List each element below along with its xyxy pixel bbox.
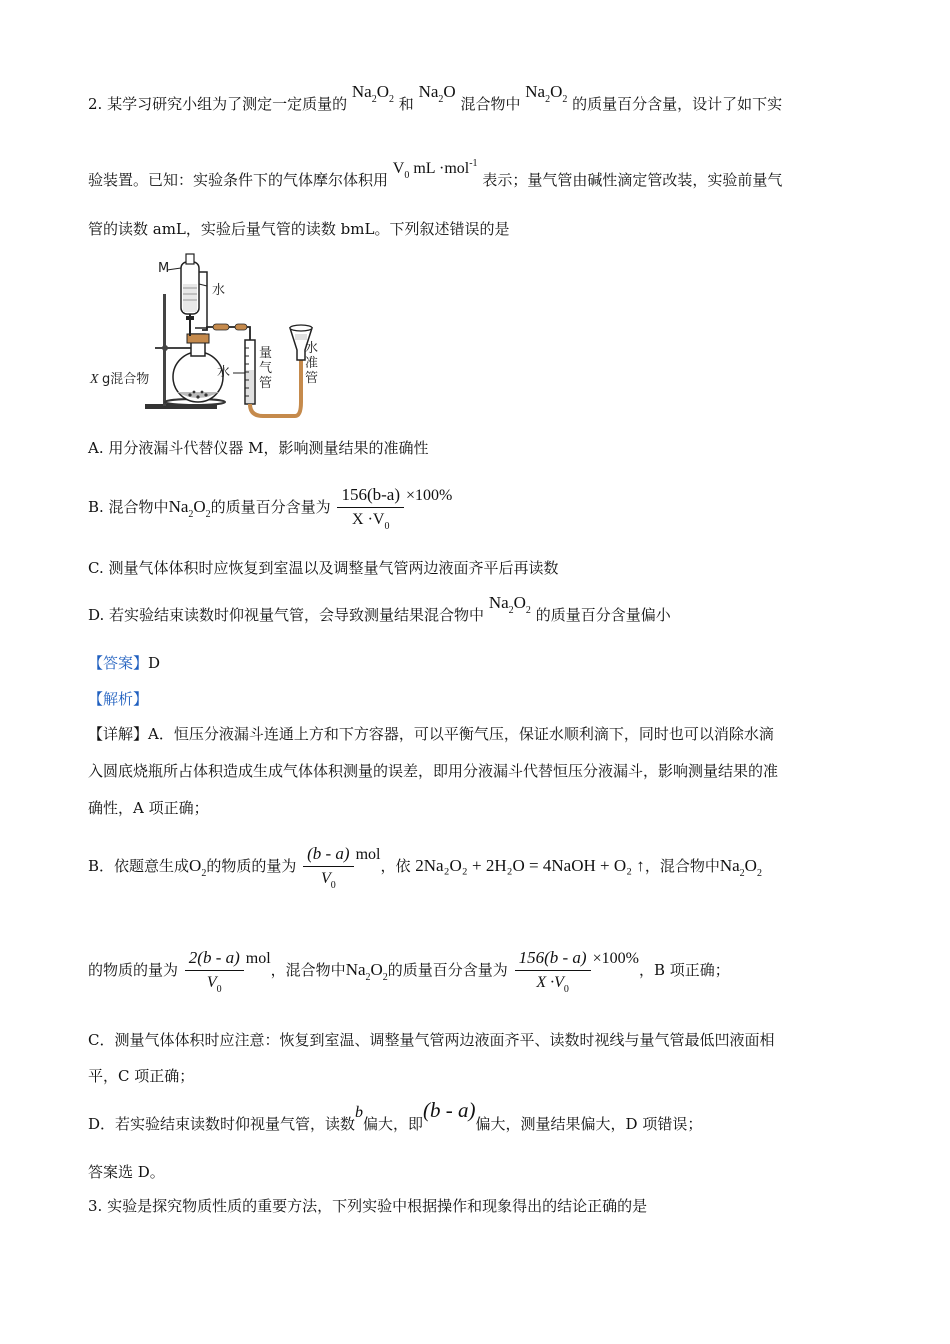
fraction-percent: $\frac{156(b - a)}{X \cdot V_0}$ xyxy=(515,948,591,995)
option-d: D. 若实验结束读数时仰视量气管，会导致测量结果混合物中 $Na_2O_2$ 的质量百分含量偏小 xyxy=(88,593,671,624)
molar-volume-expr: $V_0$ mL ·mol$^{-1}$ xyxy=(392,158,478,181)
answer-line: 【答案】D xyxy=(88,654,161,672)
label-leveling-3: 管 xyxy=(305,371,319,386)
label-water-burette: 水 xyxy=(217,365,231,380)
analysis-label: 【解析】 xyxy=(88,690,149,708)
part-d-line: D．若实验结束读数时仰视量气管，读数b偏大，即(b - a)偏大，测量结果偏大，D 项错误； xyxy=(88,1098,703,1133)
fraction-moles-na2o2: $\frac{2(b - a)}{V_0}$ xyxy=(185,948,244,995)
fraction-moles-o2: $\frac{(b - a)}{V_0}$ xyxy=(303,844,353,891)
part-b-line-1: B．依题意生成$O_2$的物质的量为 $\frac{(b - a)}{V_0}$ mol，依 2Na₂O₂ + 2H₂O = 4NaOH + O₂ ↑，混合物中$Na_2O_2$ xyxy=(88,843,762,891)
option-b: B. 混合物中$Na_2O_2$的质量百分含量为 $\frac{156(b-a)}{X \cdot V_0}$ ×100% xyxy=(88,484,453,532)
q2-stem-line-3: 管的读数 amL，实验后量气管的读数 bmL。下列叙述错误的是 xyxy=(88,220,510,238)
label-mixture: g混合物 xyxy=(102,372,150,387)
part-b-line-2: 的物质的量为 $\frac{2(b - a)}{V_0}$ mol，混合物中$Na_2O_2$的质量百分含量为 $\frac{156(b - a)}{X \cdot V_0}$ ×100%，B 项正确； xyxy=(88,947,730,995)
detail-line-3: 确性，A 项正确； xyxy=(88,799,209,817)
label-m: M xyxy=(158,261,170,276)
final-choice: 答案选 D。 xyxy=(88,1163,165,1181)
detail-line-2: 入圆底烧瓶所占体积造成生成气体体积测量的误差，即用分液漏斗代替恒压分液漏斗，影响测量结果的准 xyxy=(88,762,779,780)
detail-line-1: 【详解】A．恒压分液漏斗连通上方和下方容器，可以平衡气压，保证水顺利滴下，同时也可以消除水滴 xyxy=(88,725,774,743)
label-leveling-2: 准 xyxy=(305,356,319,371)
label-gauge-1: 量 xyxy=(259,346,273,361)
q2-stem-line-1: 2. 某学习研究小组为了测定一定质量的 $Na_2O_2$ 和 $Na_2O$ 混合物中 $Na_2O_2$ 的质量百分含量，设计了如下实 xyxy=(88,82,783,113)
label-gauge-2: 气 xyxy=(259,361,273,376)
q2-stem-line-2: 验装置。已知：实验条件下的气体摩尔体积用 $V_0$ mL ·mol$^{-1}$ 表示；量气管由碱性滴定管改装，实验前量气 xyxy=(88,158,783,189)
label-gauge-3: 管 xyxy=(259,376,273,391)
formula-na2o2: $Na_2O_2$ xyxy=(525,82,568,105)
formula-na2o: $Na_2O$ xyxy=(418,82,456,105)
question-3-stem: 3. 实验是探究物质性质的重要方法，下列实验中根据操作和现象得出的结论正确的是 xyxy=(88,1197,648,1215)
formula-na2o2: $Na_2O_2$ xyxy=(351,82,394,105)
label-leveling-1: 水 xyxy=(305,341,319,356)
label-mixture-x: X xyxy=(90,372,99,387)
option-c: C. 测量气体体积时应恢复到室温以及调整量气管两边液面齐平后再读数 xyxy=(88,559,559,577)
option-a: A. 用分液漏斗代替仪器 M，影响测量结果的准确性 xyxy=(88,439,429,457)
apparatus-diagram xyxy=(90,252,340,420)
rubber-tube xyxy=(250,360,301,416)
reaction-equation: 2Na₂O₂ + 2H₂O = 4NaOH + O₂ ↑ xyxy=(415,856,645,875)
fraction-156: $\frac{156(b-a)}{X \cdot V_0}$ xyxy=(337,485,404,532)
part-c-line-1: C．测量气体体积时应注意：恢复到室温、调整量气管两边液面齐平、读数时视线与量气管最低凹液面相 xyxy=(88,1031,775,1049)
part-c-line-2: 平，C 项正确； xyxy=(88,1067,195,1085)
label-water-funnel: 水 xyxy=(212,283,226,298)
